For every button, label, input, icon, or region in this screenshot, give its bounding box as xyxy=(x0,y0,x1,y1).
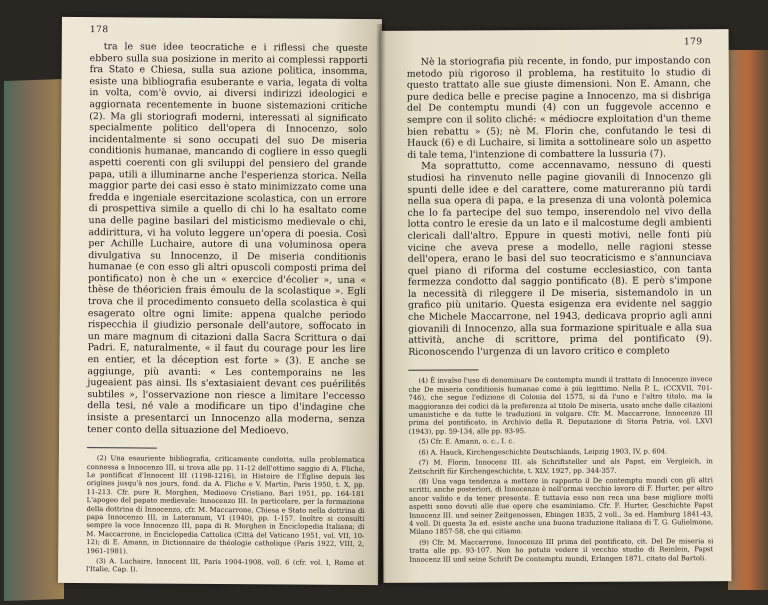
book-gutter-shadow xyxy=(376,24,386,584)
right-paragraph: Nè la storiografia più recente, in fondo, pur impostando con metodo più rigoroso il problema, ha restituito lo studio di questo trattato alle sue giuste dimensioni. Non E. Amann, che pure dedica belle e precise pagine a Innocenzo, ma si disbriga del De contemptu mundi (4) con un fuggevole accenno e sempre con il solito cliché: « médiocre exploitation d'un theme bien rebattu » (5); nè M. Florin che, confutando le tesi di Hauck (6) e di Luchaire, si limita a sottolineare solo un aspetto di tale tema, l'intenzione di combattere la lussuria (7). xyxy=(406,55,712,161)
footnote: (7) M. Florin, Innocenz III. als Schriftsteller und als Papst, ein Vergleich, in Zeitschrift für Kirchengeschichte, t. XLV, 1927, pp. 344-357. xyxy=(408,457,713,476)
left-footnotes xyxy=(86,454,365,576)
footnote: (9) Cfr. M. Maccarrone, Innocenzo III prima del pontificato, cit. Del De miseria si tratta alle pp. 93-107. Non ho potuto vedere il vecchio studio di Reinlein, Papst Innocenz III und seine Schrift De contemptu mundi, Erlangen 1871, citato dal Bartoli. xyxy=(409,536,714,564)
right-page-body xyxy=(407,55,714,566)
left-paragraph: tra le sue idee teocratiche e i riflessi che queste ebbero sulla sua posizione in merito ai complessi rapporti fra Stato e Chiesa, sulla sua azione politica, insomma, esiste una bibliografia esuberante e varia, legata di volta in volta, com'è ovvio, ai diversi indirizzi ideologici e aggiornata recentemente in buone sistemazioni critiche (2). Ma gli storiografi moderni, interessati al significato specialmente politico dell'opera di Innocenzo, solo incidentalmente si sono occupati del suo De miseria conditionis humanae, mancando di cogliere in esso quegli aspetti coerenti con gli sviluppi del pensiero del grande papa, utili a illuminarne anche l'esperienza storica. Nella maggior parte dei casi esso è stato minimizzato come una fredda e ingeniale esercitazione scolastica, con un errore di prospettiva simile a quello di chi lo ha esaltato come una delle pagine basilari del misticismo medievale o chi, addirittura, vi ha voluto leggere un'opera di poesia. Così per Achille Luchaire, autore di una voluminosa opera divulgativa su Innocenzo, il De miseria conditionis humanae (e con esso gli altri opuscoli composti prima del pontificato) non è che un « exercice d'écolier », una « thèse de théoricien frais émoulu de la scolastique ». Egli trova che il procedimento consueto della scolastica è qui esagerato oltre ogni limite: appena qualche periodo rispecchia il giudizio personale dell'autore, soffocato in un mare magnum di citazioni dalla Sacra Scrittura o dai Padri. E, naturalmente, « il faut du courage pour les lire en entier, et la déception est forte » (3). E anche se aggiunge, più avanti: « Les contemporains ne les jugeaient pas ainsi. Ils s'extasiaient devant ces puérilités subtiles », l'osservazione non riesce a limitare l'eccesso della tesi, né vale a modificare un tipo d'indagine che insiste a presentarci un Innocenzo alla moderna, senza tener conto della situazione del Medioevo. xyxy=(87,41,368,437)
footnote: (3) A. Luchaire, Innocent III, Paris 1904-1908, voll. 6 (cfr. vol. I, Rome et l'Italie, Cap. I). xyxy=(86,557,365,574)
book-cover-left xyxy=(4,79,64,601)
right-page-number: 179 xyxy=(683,37,703,48)
left-page-body xyxy=(86,41,368,578)
right-page xyxy=(381,29,732,583)
right-footnotes xyxy=(408,376,713,564)
left-page-number: 178 xyxy=(89,25,109,36)
book-cover-right xyxy=(728,50,768,590)
footnote: (5) Cfr. E. Amann, o. c., I. c. xyxy=(418,437,515,447)
footnote-rule xyxy=(408,370,478,371)
right-paragraph: Ma soprattutto, come accennavamo, nessuno di questi studiosi ha rinvenuto nelle pagine giovanili di Innocenzo gli spunti delle idee e del carattere, come matureranno più tardi nella sua opera di papa, e la presenza di una volontà polemica che lo fa partecipe del suo tempo, inserendolo nel vivo della lotta contro le eresie da un lato e il malcostume degli ambienti clericali dall'altro. Eppure in questi motivi, nelle fonti più vicine che aveva prese a modello, nelle ragioni stesse dell'opera, erano le basi del suo teocraticismo e s'annunciava quel piano di riforma del costume ecclesiastico, con tanta fermezza condotto dal saggio pontificato (8). E però s'impone la necessità di rileggere il De miseria, sistemandolo in un grafico più unitario. Questa esigenza era evidente nel saggio che Michele Maccarrone, nel 1943, dedicava proprio agli anni giovanili di Innocenzo, alla sua formazione spirituale e alla sua attività, anche di scrittore, prima del pontificato (9). Riconoscendo l'urgenza di un lavoro critico e completo xyxy=(407,159,713,358)
footnote: (2) Una esauriente bibliografia, criticamente condotta, sulla problematica connessa a Innocenzo III, si trova alle pp. 11-12 dell'ottimo saggio di A. Fliche, Le pontificat d'Innocent III (1198-1216), in Histoire de l'Église depuis les origines jusqu'à nos jours, fond. da A. Fliche e V. Martin, Paris 1950, t. X, pp. 11-213. Cfr. pure R. Morghen, Medioevo Cristiano, Bari 1951, pp. 164-181 L'apogeo del papato medievale: Innocenzo III. In particolare, per la formazione della dottrina di Innocenzo, cfr. M. Maccarrone, Chiesa e Stato nella dottrina di papa Innocenzo III, in Lateranum, VI (1940), pp. 1-157. Inoltre si consulti sempre la voce Innocenzo III, papa di R. Morghen in Enciclopedia Italiana; di M. Maccarrone, in Enciclopedia Cattolica (Città del Vaticano 1951, vol. VII, 10-12); di E. Amann, in Dictionnaire de théologie catholique (Paris 1922, VIII, 2, 1961-1981). xyxy=(86,454,365,556)
footnote: (4) È invalso l'uso di denominare De contemptu mundi il trattato di Innocenzo invece che De miseria conditionis humanae come è più legittimo. Nella P. L. (CCXVII, 701-746), che segue l'edizione di Colonia del 1575, si dà l'uno e l'altro titolo, ma la maggioranza dei codici dà la preferenza al titolo De miseria, usato anche dalle citazioni umanistiche e da tutte le traduzioni in volgare. Cfr. M. Maccarrone, Innocenzo III prima del pontificato, in Archivio della R. Deputazione di Storia Patria, vol. LXVI (1943), pp. 59-134, alle pp. 93-95. xyxy=(408,375,713,436)
left-page xyxy=(58,17,382,585)
footnote: (8) Una vaga tendenza a mettere in rapporto il De contemptu mundi con gli altri scritti, anche posteriori, di Innocenzo è nell'ormai vecchio lavoro di F. Hurter, per altro ancor valido e da tener presente. È tuttavia esso non reca una base migliore molti aspetti sono dovuti alle due opere che esaminiamo. Cfr. F. Hurter, Geschichte Papst Innocenz III. und seiner Zeitgenossen, Ebingen 1835, 2 voll., 3a ed. Hamburg 1841-43, 4 voll. Di questa 3a ed. esiste anche una buona traduzione italiana di T. G. Gulielmone, Milano 1857-58, che qui citiamo. xyxy=(408,476,714,537)
footnote: (6) A. Hauck, Kirchengeschichte Deutschlands, Leipzig 1903, IV, p. 604. xyxy=(418,447,668,457)
footnote-rule xyxy=(87,447,157,448)
